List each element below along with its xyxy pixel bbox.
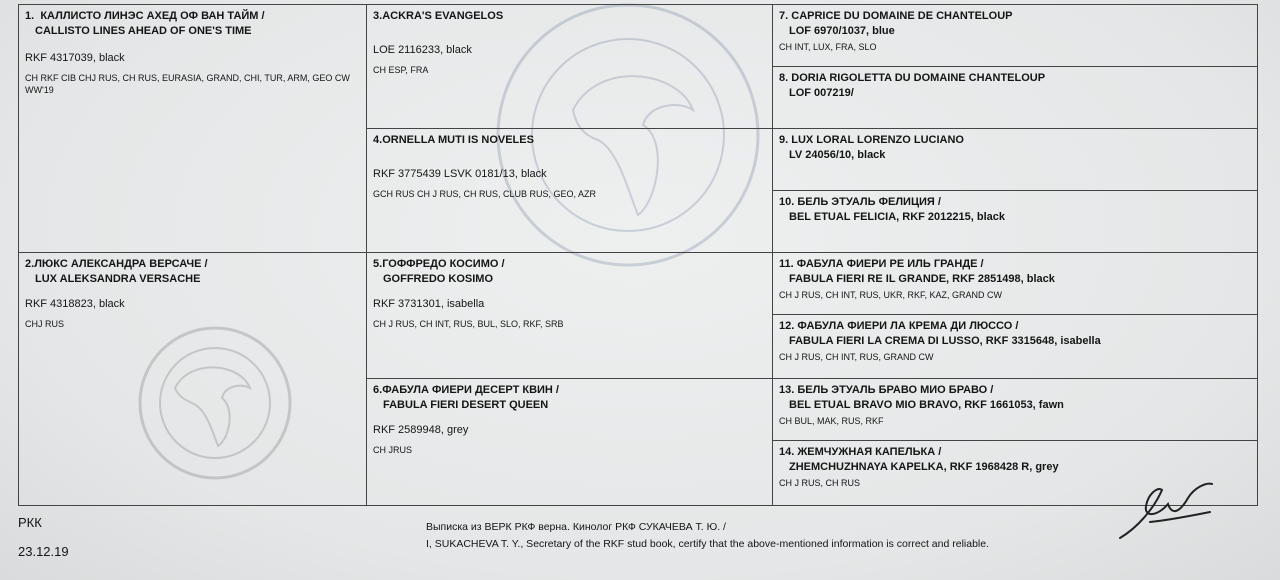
pedigree-cell-6 — [367, 379, 773, 505]
dog-registration: RKF 2589948, grey — [373, 424, 469, 436]
pedigree-cell-10 — [773, 191, 1257, 253]
footer-issuer — [18, 514, 69, 572]
dog-registration: FABULA FIERI LA CREMA DI LUSSO, RKF 3315648, isabella — [789, 335, 1101, 347]
dog-titles: CH J RUS, CH INT, RUS, UKR, RKF, KAZ, GRAND CW — [779, 290, 1003, 300]
dog-name-ru: 2.ЛЮКС АЛЕКСАНДРА ВЕРСАЧЕ / — [25, 258, 208, 270]
dog-registration: LOF 007219/ — [789, 87, 854, 99]
dog-name-ru: 14. ЖЕМЧУЖНАЯ КАПЕЛЬКА / — [779, 446, 942, 458]
pedigree-cell-8 — [773, 67, 1257, 129]
dog-name-en: FABULA FIERI DESERT QUEEN — [383, 399, 549, 411]
pedigree-cell-13 — [773, 379, 1257, 441]
pedigree-cell-7 — [773, 5, 1257, 67]
pedigree-cell-12 — [773, 315, 1257, 379]
dog-name-ru: 4.ORNELLA MUTI IS NOVELES — [373, 134, 534, 146]
dog-registration: FABULA FIERI RE IL GRANDE, RKF 2851498, black — [789, 273, 1055, 285]
dog-name-ru: 12. ФАБУЛА ФИЕРИ ЛА КРЕМА ДИ ЛЮССО / — [779, 320, 1019, 332]
dog-name-en: CALLISTO LINES AHEAD OF ONE'S TIME — [35, 25, 252, 37]
pedigree-cell-5 — [367, 253, 773, 379]
dog-registration: ZHEMCHUZHNAYA KAPELKA, RKF 1968428 R, grey — [789, 461, 1059, 473]
dog-registration: LOF 6970/1037, blue — [789, 25, 895, 37]
dog-titles: CH J RUS, CH INT, RUS, BUL, SLO, RKF, SRB — [373, 319, 564, 329]
dog-name-ru: 5.ГОФФРЕДО КОСИМО / — [373, 258, 505, 270]
dog-name-ru: 9. LUX LORAL LORENZO LUCIANO — [779, 134, 964, 146]
issuer-org: РКК — [18, 515, 42, 530]
pedigree-table — [18, 4, 1258, 506]
dog-titles: CH ESP, FRA — [373, 65, 429, 75]
dog-titles: CH JRUS — [373, 445, 413, 455]
dog-titles: CH INT, LUX, FRA, SLO — [779, 42, 877, 52]
pedigree-cell-9 — [773, 129, 1257, 191]
dog-name-ru: 7. CAPRICE DU DOMAINE DE CHANTELOUP — [779, 10, 1013, 22]
dog-titles: CH J RUS, CH RUS — [779, 478, 861, 488]
dog-registration: RKF 3731301, isabella — [373, 298, 485, 310]
pedigree-cell-2 — [19, 253, 367, 505]
dog-registration: RKF 4318823, black — [25, 298, 125, 310]
certification-statement — [426, 519, 989, 553]
dog-titles: CH BUL, MAK, RUS, RKF — [779, 416, 884, 426]
dog-registration: BEL ETUAL BRAVO MIO BRAVO, RKF 1661053, fawn — [789, 399, 1064, 411]
pedigree-cell-4 — [367, 129, 773, 253]
dog-name-ru: 10. БЕЛЬ ЭТУАЛЬ ФЕЛИЦИЯ / — [779, 196, 941, 208]
issue-date: 23.12.19 — [18, 544, 69, 559]
pedigree-cell-3 — [367, 5, 773, 129]
dog-registration: BEL ETUAL FELICIA, RKF 2012215, black — [789, 211, 1005, 223]
dog-name-ru: 3.ACKRA'S EVANGELOS — [373, 10, 504, 22]
certification-line-en: I, SUKACHEVA T. Y., Secretary of the RKF stud book, certify that the above-mentioned information is correct and reliable. — [426, 538, 990, 550]
handwritten-signature — [1110, 476, 1220, 546]
dog-titles: GCH RUS CH J RUS, CH RUS, CLUB RUS, GEO, AZR — [373, 189, 597, 199]
dog-name-ru: 1. КАЛЛИСТО ЛИНЭС АХЕД ОФ ВАН ТАЙМ / — [25, 10, 265, 22]
dog-name-ru: 11. ФАБУЛА ФИЕРИ РЕ ИЛЬ ГРАНДЕ / — [779, 258, 984, 270]
dog-registration: RKF 4317039, black — [25, 52, 125, 64]
dog-registration: LOE 2116233, black — [373, 44, 472, 56]
dog-name-ru: 13. БЕЛЬ ЭТУАЛЬ БРАВО МИО БРАВО / — [779, 384, 994, 396]
pedigree-cell-11 — [773, 253, 1257, 315]
dog-titles: CH J RUS, CH INT, RUS, GRAND CW — [779, 352, 934, 362]
dog-registration: RKF 3775439 LSVK 0181/13, black — [373, 168, 547, 180]
dog-name-ru: 6.ФАБУЛА ФИЕРИ ДЕСЕРТ КВИН / — [373, 384, 559, 396]
dog-name-en: LUX ALEKSANDRA VERSACHE — [35, 273, 201, 285]
dog-titles: CHJ RUS — [25, 319, 65, 329]
pedigree-cell-1 — [19, 5, 367, 253]
certification-line-ru: Выписка из ВЕРК РКФ верна. Кинолог РКФ СУКАЧЕВА Т. Ю. / — [426, 521, 726, 533]
dog-name-ru: 8. DORIA RIGOLETTA DU DOMAINE CHANTELOUP — [779, 72, 1046, 84]
dog-registration: LV 24056/10, black — [789, 149, 886, 161]
dog-name-en: GOFFREDO KOSIMO — [383, 273, 493, 285]
dog-titles: CH RKF CIB CHJ RUS, CH RUS, EURASIA, GRAND, CHI, TUR, ARM, GEO CW WW'19 — [25, 73, 350, 95]
